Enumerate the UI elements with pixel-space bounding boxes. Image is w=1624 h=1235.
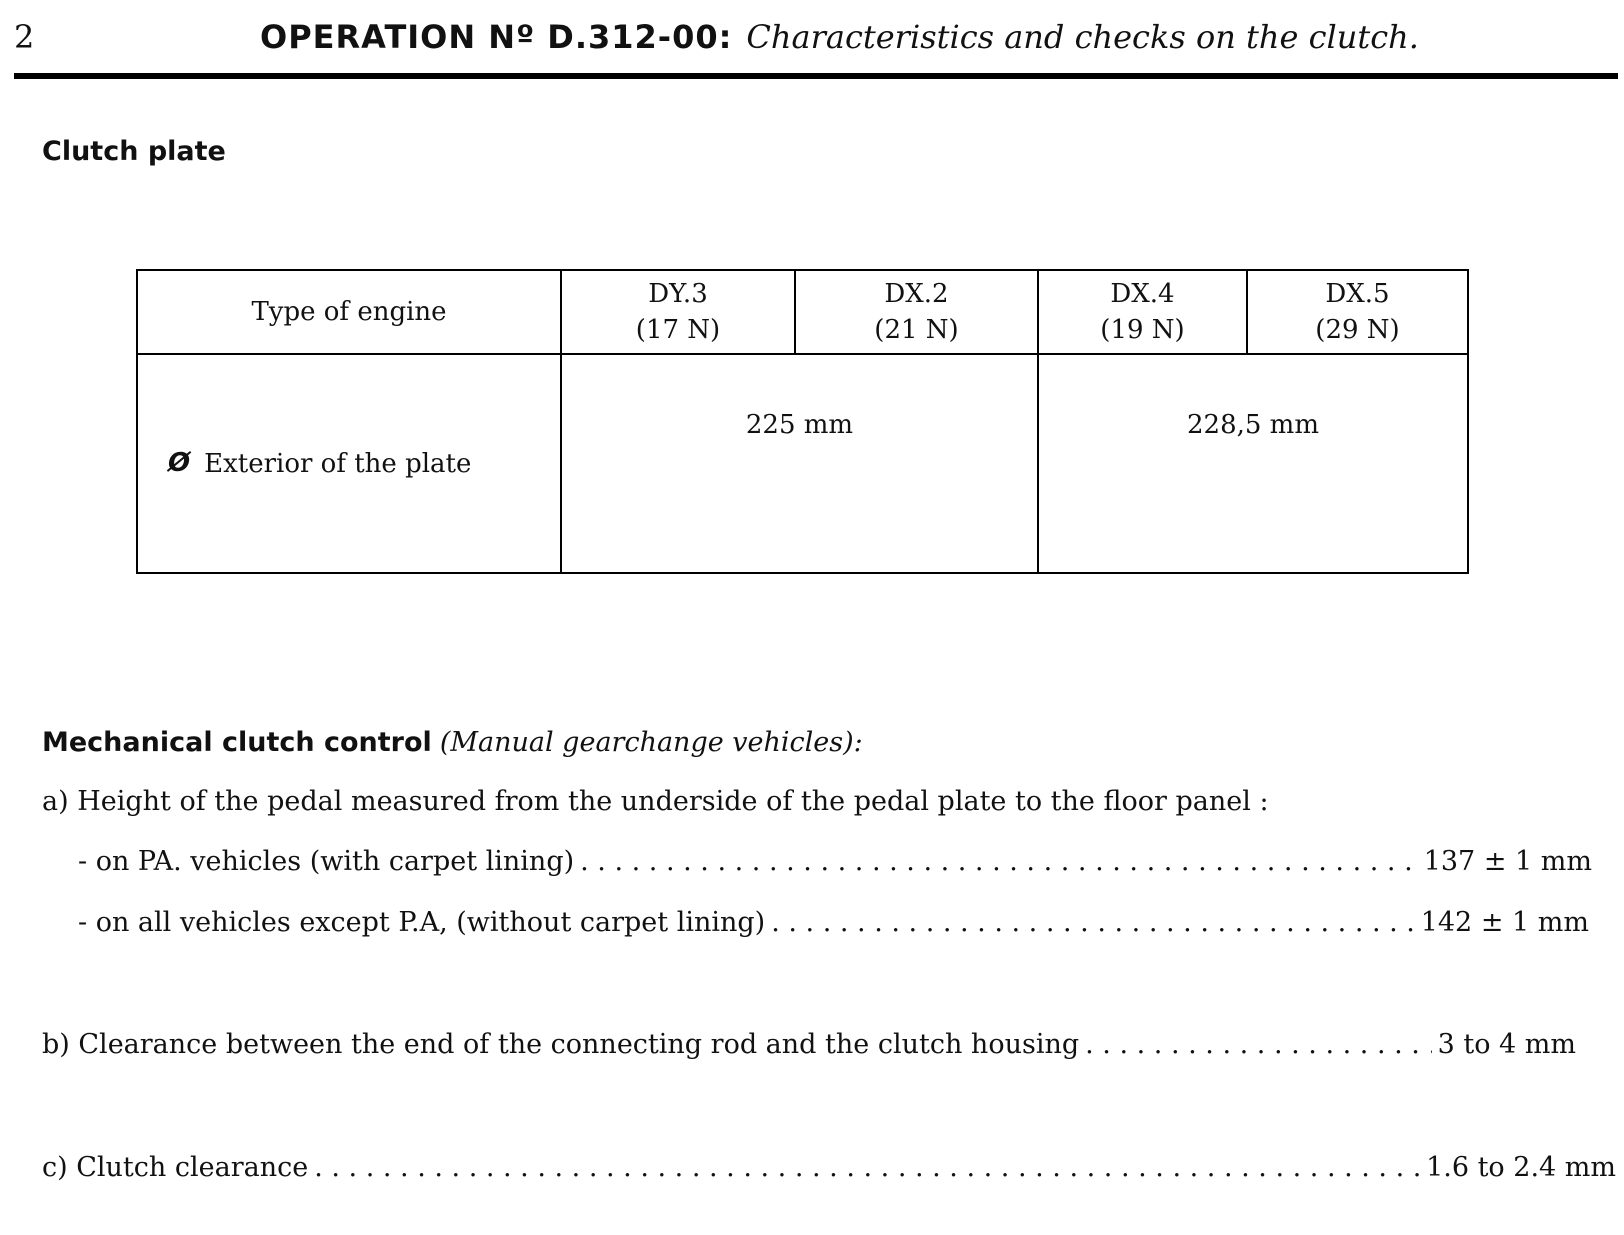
dot-leader bbox=[1085, 1029, 1431, 1060]
spec-value: 142 ± 1 mm bbox=[1420, 907, 1589, 938]
row-label-text: Exterior of the plate bbox=[204, 449, 472, 479]
engine-column-dy3 bbox=[561, 270, 795, 354]
engine-column-dx4 bbox=[1038, 270, 1247, 354]
table-header-row bbox=[137, 270, 1468, 354]
diameter-value-dx4-dx5: 228,5 mm bbox=[1038, 354, 1468, 573]
engine-type-label: Type of engine bbox=[137, 270, 561, 354]
engine-column-dx2 bbox=[795, 270, 1038, 354]
mechanical-control-note: (Manual gearchange vehicles): bbox=[439, 727, 863, 758]
spec-label: c) Clutch clearance bbox=[42, 1152, 309, 1183]
dot-leader bbox=[580, 846, 1418, 877]
spec-value: 3 to 4 mm bbox=[1437, 1029, 1576, 1060]
dot-leader bbox=[314, 1152, 1420, 1183]
engine-code: DX.5 bbox=[1325, 279, 1390, 309]
clutch-plate-heading: Clutch plate bbox=[42, 136, 226, 167]
spec-label: - on PA. vehicles (with carpet lining) bbox=[78, 846, 575, 877]
spec-value: 137 ± 1 mm bbox=[1423, 846, 1592, 877]
engine-power: (19 N) bbox=[1100, 315, 1185, 345]
spec-label: - on all vehicles except P.A, (without carpet lining) bbox=[78, 907, 766, 938]
engine-code: DY.3 bbox=[648, 279, 708, 309]
engine-column-dx5 bbox=[1247, 270, 1468, 354]
table-row bbox=[137, 354, 1468, 573]
operation-subtitle: Characteristics and checks on the clutch. bbox=[746, 18, 1419, 56]
engine-power: (21 N) bbox=[874, 315, 959, 345]
spec-label: b) Clearance between the end of the connecting rod and the clutch housing bbox=[42, 1029, 1080, 1060]
diameter-icon: Ø bbox=[168, 448, 191, 478]
engine-power: (17 N) bbox=[635, 315, 721, 345]
spec-value: 1.6 to 2.4 mm bbox=[1426, 1152, 1616, 1183]
header-divider bbox=[14, 73, 1618, 79]
item-a-label: a) Height of the pedal measured from the underside of the pedal plate to the floor panel : bbox=[42, 786, 1269, 817]
engine-power: (29 N) bbox=[1315, 315, 1400, 345]
spec-line-pa-vehicles bbox=[78, 846, 1592, 877]
spec-line-other-vehicles bbox=[78, 907, 1589, 938]
diameter-value-dy3-dx2: 225 mm bbox=[561, 354, 1038, 573]
operation-number: OPERATION Nº D.312-00: bbox=[260, 18, 733, 56]
dot-leader bbox=[771, 907, 1415, 938]
mechanical-control-title: Mechanical clutch control bbox=[42, 727, 432, 758]
exterior-diameter-label bbox=[137, 354, 561, 573]
engine-code: DX.2 bbox=[884, 279, 949, 309]
clutch-plate-table bbox=[136, 269, 1469, 574]
mechanical-control-heading bbox=[42, 727, 863, 758]
spec-line-rod-clearance bbox=[42, 1029, 1576, 1060]
engine-code: DX.4 bbox=[1110, 279, 1175, 309]
spec-line-clutch-clearance bbox=[42, 1152, 1616, 1183]
page-title bbox=[260, 18, 1419, 56]
page-number: 2 bbox=[14, 18, 35, 56]
